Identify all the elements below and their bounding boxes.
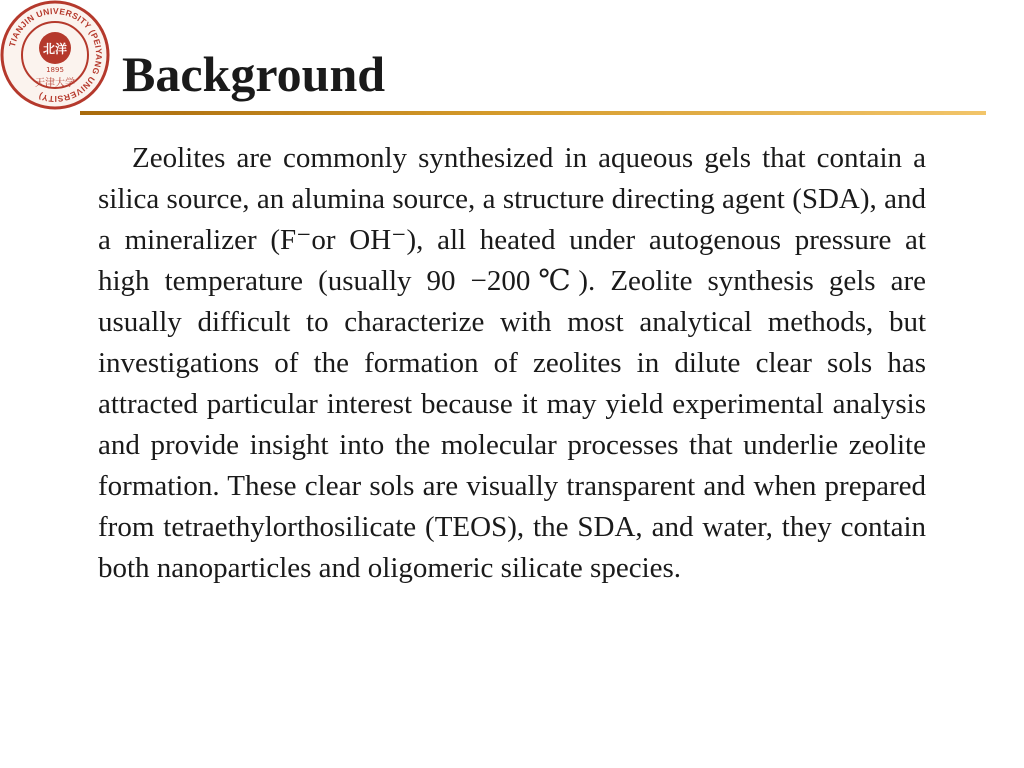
seal-ring-text: TIANJIN UNIVERSITY (PEIYANG UNIVERSITY) [6, 5, 105, 105]
title-underline-rule [80, 111, 986, 115]
seal-emblem-text: 北洋 [42, 42, 68, 56]
seal-year: 1895 [46, 66, 64, 74]
university-seal-icon [0, 0, 110, 110]
body-paragraph: Zeolites are commonly synthesized in aqueous gels that contain a silica source, an alumina source, a structure directing agent (SDA), and a mineralizer (F⁻or OH⁻), all heated under autogenous pressure at high temperature (usually 90 −200℃). Zeolite synthesis gels are usually difficult to characterize with most analytical methods, but investigations of the formation of zeolites in dilute clear sols has attracted particular interest because it may yield experimental analysis and provide insight into the molecular processes that underlie zeolite formation. These clear sols are visually transparent and when prepared from tetraethylorthosilicate (TEOS), the SDA, and water, they contain both nanoparticles and oligomeric silicate species. [98, 142, 926, 584]
seal-chinese-name: 天津大学 [35, 78, 75, 89]
slide-title: Background [122, 46, 386, 102]
